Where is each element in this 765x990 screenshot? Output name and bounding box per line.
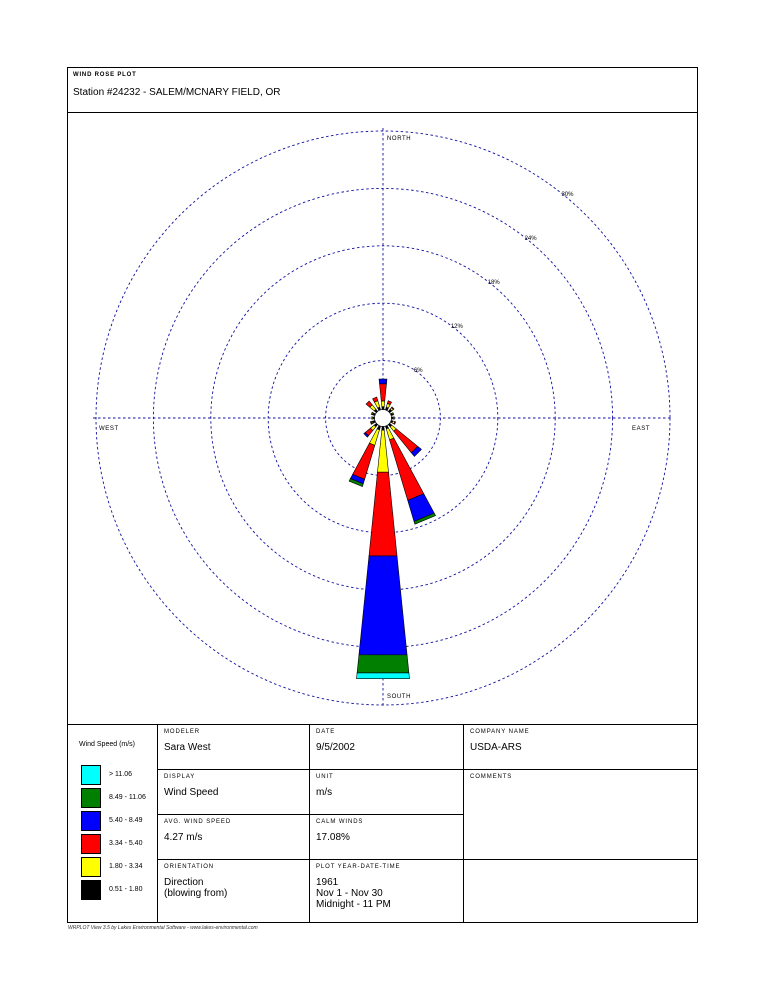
orientation-label: ORIENTATION <box>164 864 215 870</box>
petal-segment-n-3 <box>379 379 387 384</box>
unit-label: UNIT <box>316 774 334 780</box>
company-label: COMPANY NAME <box>470 729 530 735</box>
legend-label: > 11.06 <box>109 771 133 778</box>
axis-label-east: EAST <box>632 426 651 432</box>
ring-label: 6% <box>413 368 423 375</box>
calm-winds-label: CALM WINDS <box>316 819 364 825</box>
petal-segment-n-1 <box>381 401 384 407</box>
company-cell <box>463 724 698 770</box>
axis-label-north: NORTH <box>387 136 412 142</box>
comments-label: COMMENTS <box>470 774 513 780</box>
company-value: USDA-ARS <box>470 742 522 753</box>
date-value: 9/5/2002 <box>316 742 355 753</box>
legend-title: Wind Speed (m/s) <box>79 741 136 748</box>
petal-segment-e-1 <box>393 417 394 419</box>
avg-cell <box>157 814 310 860</box>
orientation-value: Direction (blowing from) <box>164 877 228 899</box>
legend-label: 5.40 - 8.49 <box>109 817 143 824</box>
ring-label: 18% <box>487 280 500 287</box>
legend-swatch <box>81 765 101 785</box>
legend-swatch <box>81 788 101 808</box>
legend-swatch <box>81 880 101 900</box>
avg-speed-label: AVG. WIND SPEED <box>164 819 232 825</box>
display-cell <box>157 769 310 815</box>
wind-rose-chart <box>68 113 697 724</box>
petal-segment-s-3 <box>359 556 407 655</box>
petal-segment-w-1 <box>372 417 373 419</box>
legend-swatch <box>81 834 101 854</box>
plot-year-label: PLOT YEAR-DATE-TIME <box>316 864 401 870</box>
orientation-cell <box>157 859 310 923</box>
modeler-value: Sara West <box>164 742 211 753</box>
petal-segment-s-2 <box>369 472 397 556</box>
ring-label: 12% <box>450 324 463 331</box>
petal-segment-s-4 <box>357 655 409 673</box>
axis-label-south: SOUTH <box>387 694 411 700</box>
petal-segment-n-0 <box>382 407 384 410</box>
plot-cell <box>309 859 464 923</box>
petal-segment-s-0 <box>382 426 385 430</box>
modeler-label: MODELER <box>164 729 200 735</box>
header-box <box>67 67 698 113</box>
legend-label: 8.49 - 11.06 <box>109 794 146 801</box>
legend-label: 0.51 - 1.80 <box>109 886 143 893</box>
unit-cell <box>309 769 464 815</box>
comments-cell <box>463 769 698 860</box>
ring-label: 24% <box>524 236 537 243</box>
ring-label: 30% <box>561 192 574 199</box>
legend-swatch <box>81 857 101 877</box>
petal-segment-nnw-2 <box>373 397 378 402</box>
axis-label-west: WEST <box>99 426 119 432</box>
station-title: Station #24232 - SALEM/MCNARY FIELD, OR <box>73 87 281 98</box>
modeler-cell <box>157 724 310 770</box>
chart-box <box>67 112 698 725</box>
petal-segment-s-1 <box>378 430 389 472</box>
footer-credit: WRPLOT View 3.5 by Lakes Environmental Software - www.lakes-environmental.com <box>68 925 258 931</box>
petal-segment-n-2 <box>380 384 387 401</box>
unit-value: m/s <box>316 787 333 798</box>
date-cell <box>309 724 464 770</box>
calm-winds-value: 17.08% <box>316 832 350 843</box>
display-value: Wind Speed <box>164 787 219 798</box>
legend-label: 3.34 - 5.40 <box>109 840 143 847</box>
plot-year-value: 1961 Nov 1 - Nov 30 Midnight - 11 PM <box>316 877 391 910</box>
blank-cell <box>463 859 698 923</box>
avg-speed-value: 4.27 m/s <box>164 832 203 843</box>
display-label: DISPLAY <box>164 774 196 780</box>
legend-label: 1.80 - 3.34 <box>109 863 143 870</box>
date-label: DATE <box>316 729 336 735</box>
header-label: WIND ROSE PLOT <box>73 72 137 78</box>
calm-circle <box>375 410 392 427</box>
legend-swatch <box>81 811 101 831</box>
calm-cell <box>309 814 464 860</box>
petals-layer <box>349 379 436 679</box>
petal-segment-s-5 <box>357 673 410 679</box>
